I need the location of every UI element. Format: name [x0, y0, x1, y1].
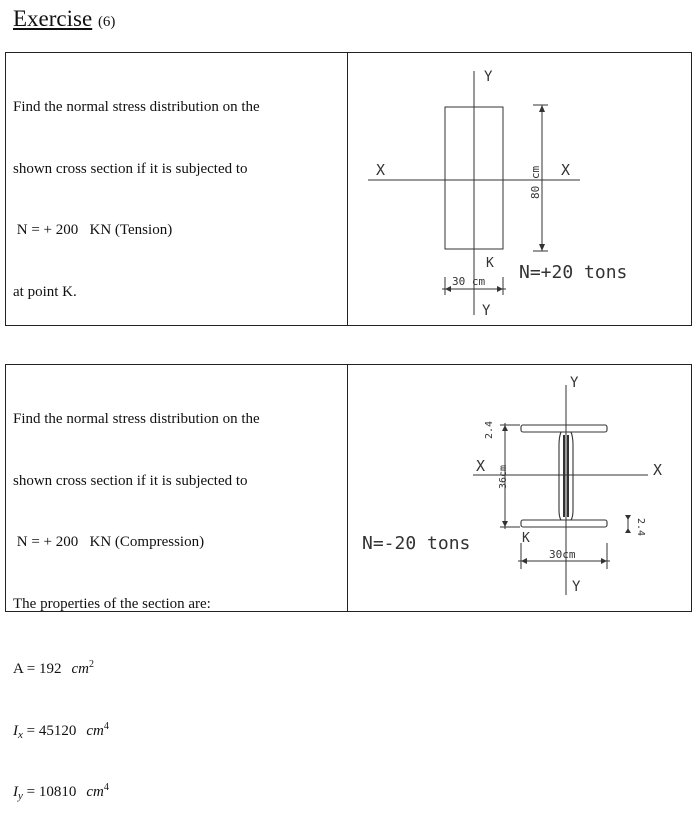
- property-value: = 45120: [22, 722, 77, 739]
- x-label-right: X: [653, 461, 663, 479]
- height-dimension-label: 80 cm: [529, 165, 542, 199]
- statement-line: at point K.: [13, 283, 77, 300]
- x-label-left: X: [476, 457, 486, 475]
- statement-line: Find the normal stress distribution on the: [13, 411, 260, 427]
- property-area: [13, 655, 260, 676]
- width-dimension-label: 30 cm: [452, 275, 486, 288]
- y-label-top: Y: [570, 375, 579, 391]
- property-subscript: x: [18, 728, 23, 741]
- height-dimension-label: 36cm: [498, 464, 509, 489]
- exercise-2-statement: [13, 368, 260, 840]
- property-unit: cm: [86, 784, 104, 800]
- property-ix: [13, 717, 260, 741]
- statement-line: N = + 200 KN (Tension): [13, 222, 173, 238]
- property-unit: cm: [71, 661, 89, 677]
- x-label-left: X: [376, 161, 386, 179]
- point-k-label: K: [486, 256, 494, 271]
- property-symbol: I: [13, 722, 18, 739]
- property-power: 2: [88, 659, 94, 670]
- x-label-right: X: [561, 161, 571, 179]
- force-label: N=+20 tons: [519, 262, 628, 283]
- property-subscript: y: [18, 790, 23, 802]
- exercise-2-table: [5, 364, 692, 802]
- width-dimension-label: 30cm: [549, 548, 576, 561]
- statement-line: shown cross section if it is subjected to: [13, 472, 248, 489]
- i-beam-section-figure: [348, 365, 693, 607]
- exercise-1-table: [5, 52, 692, 326]
- title-text: Exercise: [13, 6, 93, 31]
- title-count: (6): [97, 14, 116, 30]
- property-value: = 10810: [22, 784, 77, 800]
- rectangle-section-figure: [348, 53, 693, 325]
- statement-line: Find the normal stress distribution on the: [13, 99, 260, 115]
- statement-line: N = + 200 KN (Compression): [13, 534, 205, 550]
- property-symbol: A: [13, 661, 24, 677]
- page-title: [13, 6, 115, 32]
- statement-line: shown cross section if it is subjected to: [13, 160, 248, 177]
- property-symbol: I: [13, 784, 18, 800]
- flange-top-dimension-label: 2.4: [484, 420, 495, 439]
- point-k-label: K: [522, 531, 530, 546]
- statement-line: The properties of the section are:: [13, 595, 211, 612]
- flange-bottom-dimension-label: 2.4: [635, 518, 646, 537]
- property-iy: [13, 778, 260, 802]
- property-unit: cm: [86, 722, 104, 739]
- y-label-bottom: Y: [482, 303, 491, 319]
- force-label: N=-20 tons: [362, 533, 471, 554]
- property-value: = 192: [23, 661, 62, 677]
- property-power: 4: [103, 720, 109, 732]
- exercise-1-statement: [13, 56, 260, 343]
- y-label-top: Y: [484, 69, 493, 85]
- property-power: 4: [103, 782, 109, 793]
- y-label-bottom: Y: [572, 579, 581, 595]
- i-beam-section: [521, 425, 607, 527]
